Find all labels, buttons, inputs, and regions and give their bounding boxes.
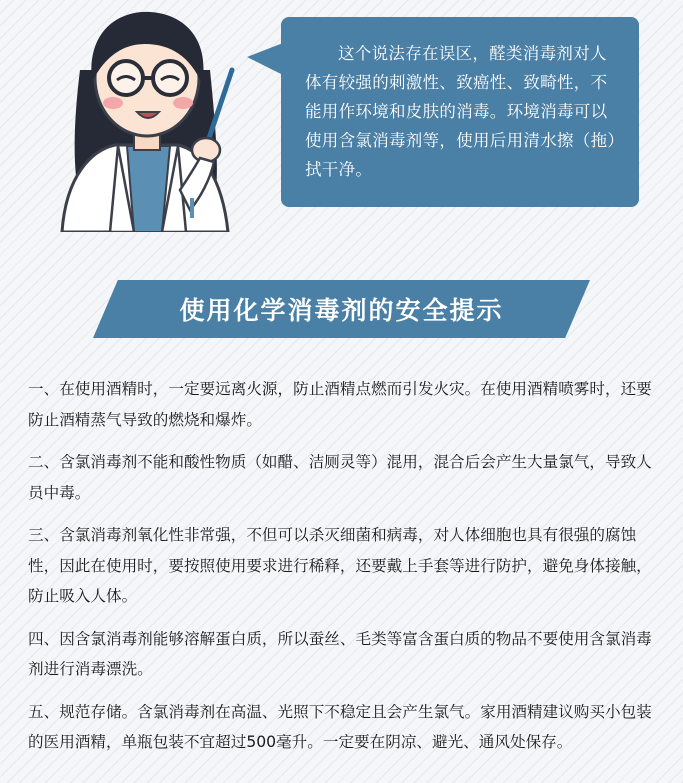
safety-tip-4: 四、因含氯消毒剂能够溶解蛋白质，所以蚕丝、毛类等富含蛋白质的物品不要使用含氯消毒剂进行消毒漂洗。 — [28, 629, 652, 678]
safety-tip-2: 二、含氯消毒剂不能和酸性物质（如醋、洁厕灵等）混用，混合后会产生大量氯气，导致人员中毒。 — [28, 453, 652, 502]
safety-tip-5: 五、规范存储。含氯消毒剂在高温、光照下不稳定且会产生氯气。家用酒精建议购买小包装的医用酒精，单瓶包装不宜超过500毫升。一定要在阴凉、避光、通风处保存。 — [28, 702, 652, 751]
safety-tip-3: 三、含氯消毒剂氧化性非常强，不但可以杀灭细菌和病毒，对人体细胞也具有很强的腐蚀性，因此在使用时，要按照使用要求进行稀释，还要戴上手套等进行防护，避免身体接触，防止吸入人体。 — [28, 526, 652, 605]
safety-tips-list — [28, 374, 658, 770]
page-title: 使用化学消毒剂的安全提示 — [179, 296, 504, 325]
speech-bubble-text: 这个说法存在误区，醛类消毒剂对人体有较强的刺激性、致癌性、致畸性，不能用作环境和皮肤的消毒。环境消毒可以使用含氯消毒剂等，使用后用清水擦（拖）拭干净。 — [305, 44, 616, 179]
doctor-illustration — [0, 0, 280, 232]
speech-bubble — [281, 17, 639, 207]
title-banner — [93, 280, 590, 338]
hand — [192, 138, 220, 162]
safety-tip-1: 一、在使用酒精时，一定要远离火源，防止酒精点燃而引发火灾。在使用酒精喷雾时，还要防止酒精蒸气导致的燃烧和爆炸。 — [28, 380, 652, 429]
